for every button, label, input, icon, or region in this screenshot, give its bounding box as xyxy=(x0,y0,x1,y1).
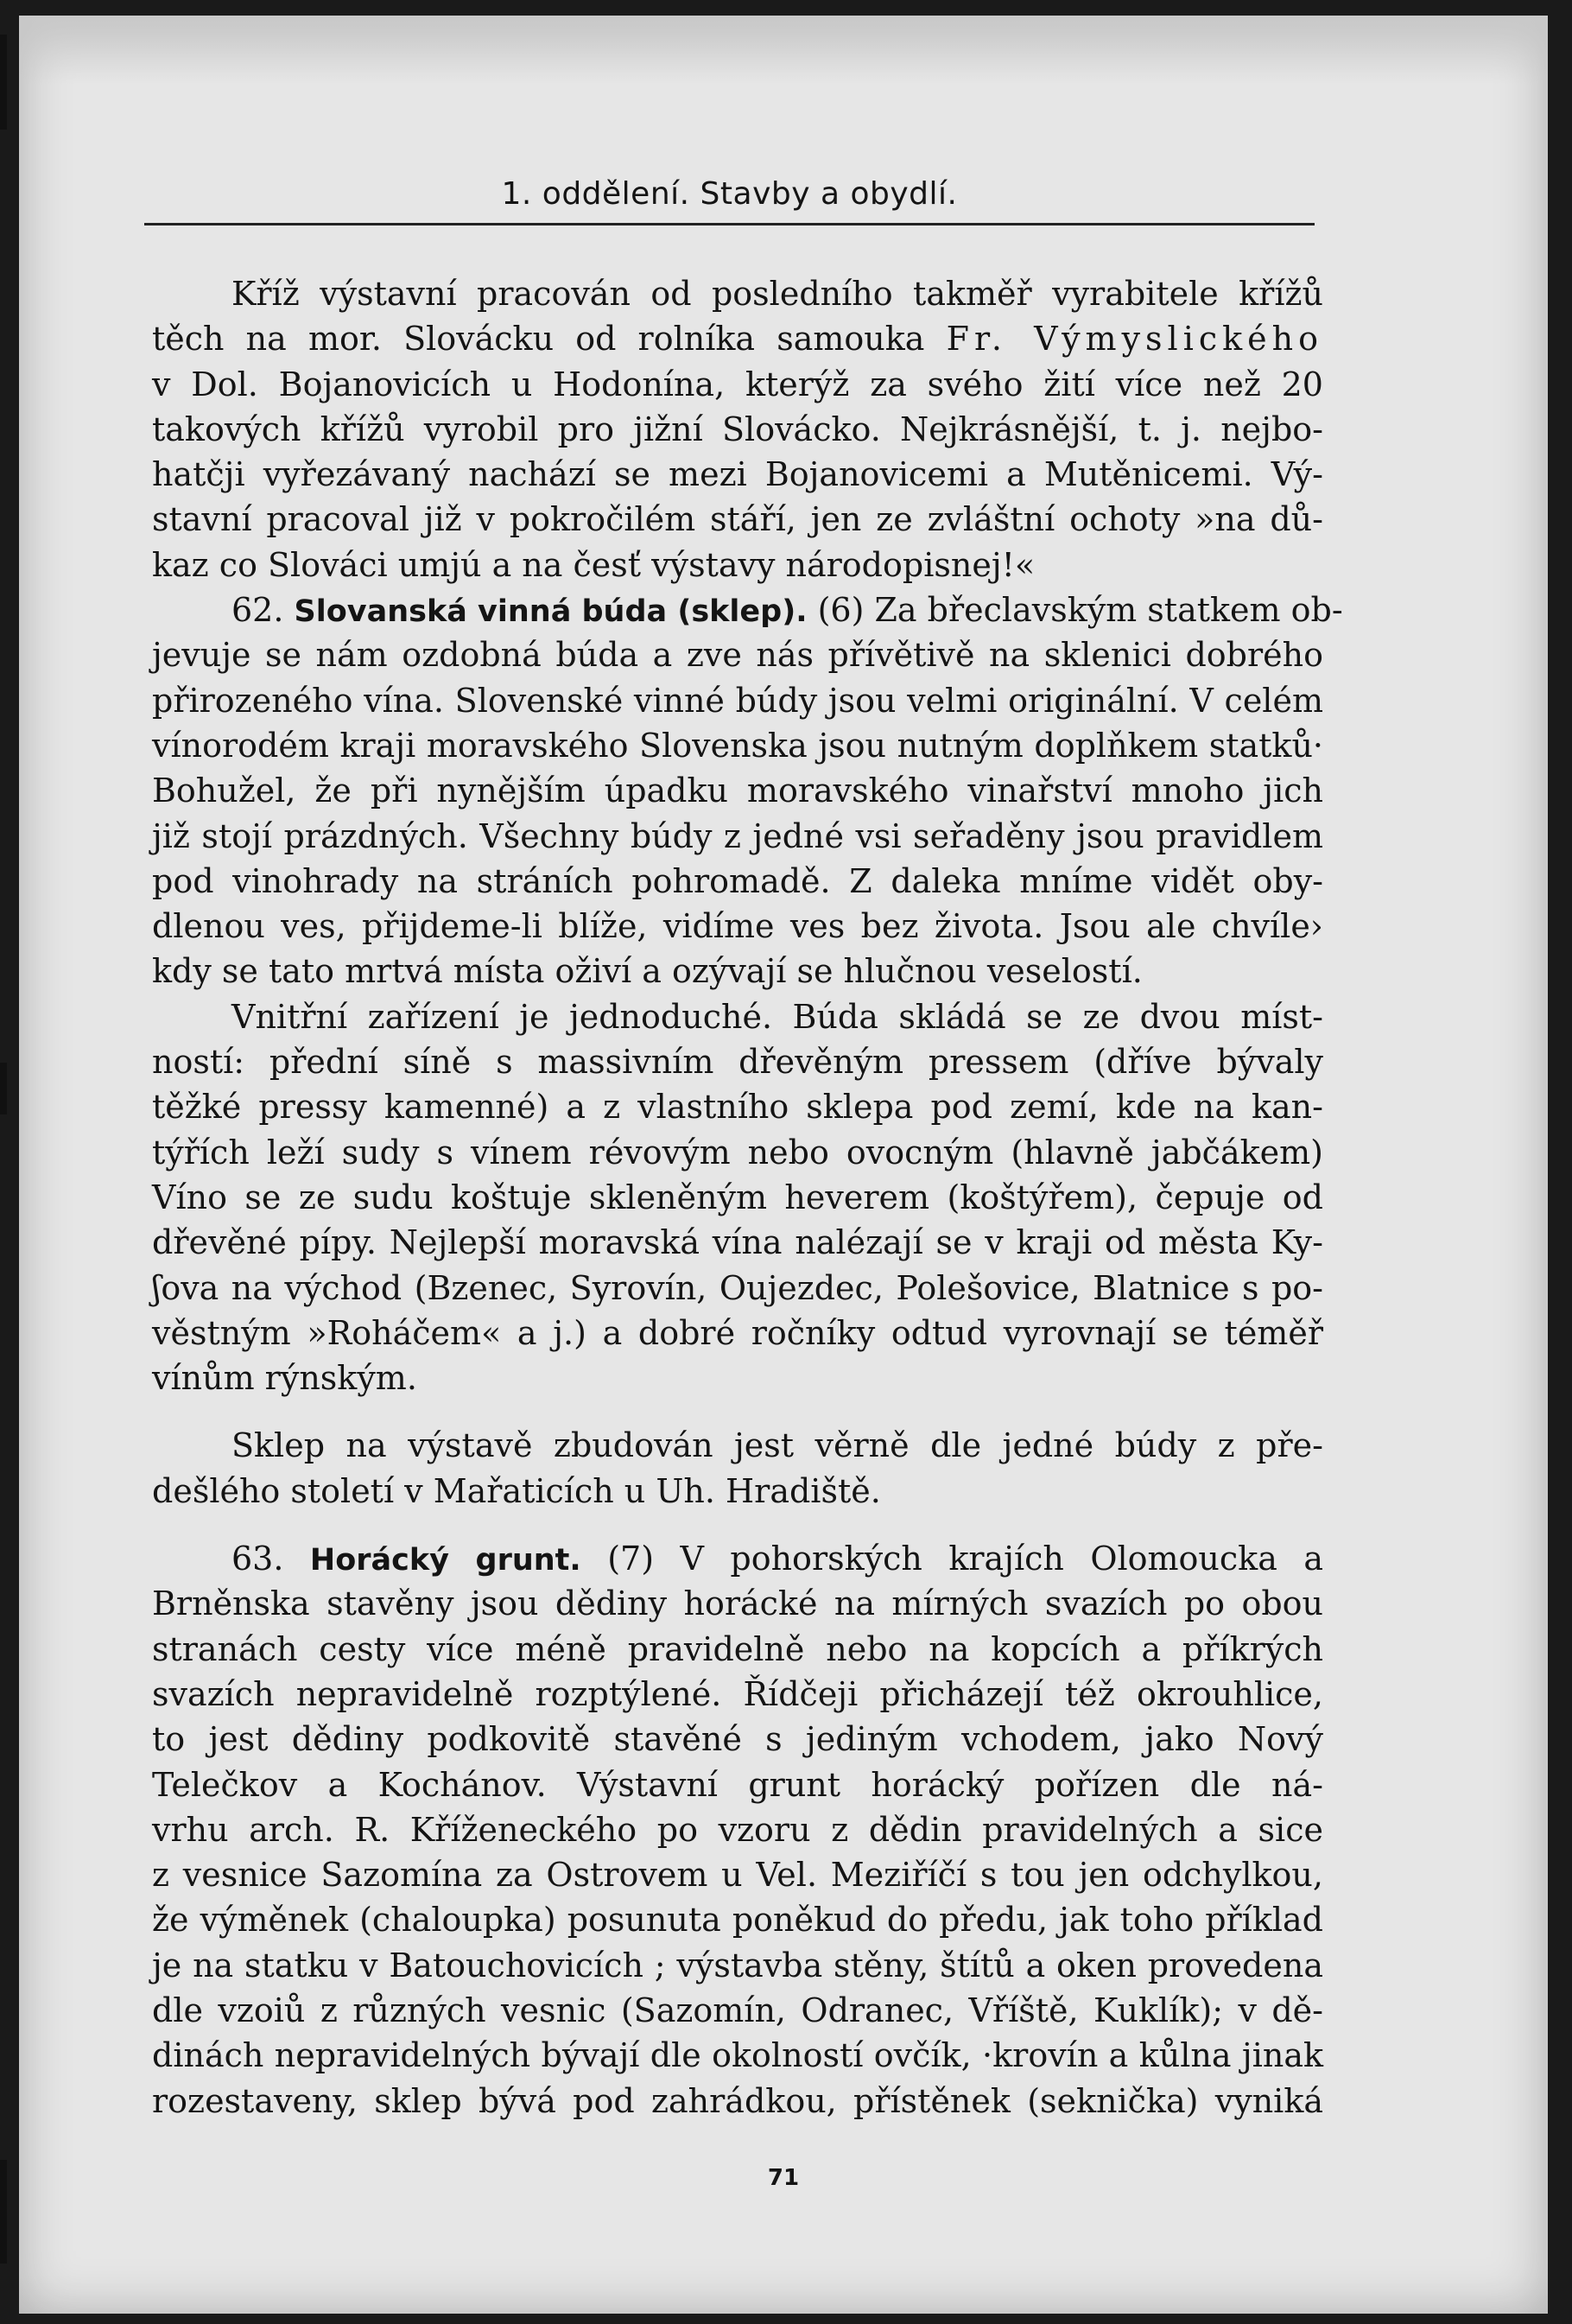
paragraph-cellar-exhibit xyxy=(152,1423,1323,1514)
body-text xyxy=(152,271,1343,2124)
text-line: kdy se tato mrtvá místa oživí a ozývají se hlučnou veselostí. xyxy=(152,952,1143,991)
text-line: dřevěné pípy. Nejlepší moravská vína nalézají se v kraji od města Ky- xyxy=(152,1223,1323,1262)
section-heading: Slovanská vinná búda (sklep). xyxy=(294,594,808,630)
text-line: Víno se ze sudu koštuje skleněným heverem (koštýřem), čepuje od xyxy=(152,1178,1323,1216)
text-line: Sklep na výstavě zbudován jest věrně dle jedné búdy z pře- xyxy=(231,1426,1323,1465)
text-line: vrhu arch. R. Kříženeckého po vzoru z dědin pravidelných a sice xyxy=(152,1810,1323,1849)
text-line: kaz co Slováci umjú a na česť výstavy národopisnej!« xyxy=(152,545,1036,584)
text-line: takových křížů vyrobil pro jižní Slovácko. Nejkrásnější, t. j. nejbo- xyxy=(152,410,1323,448)
text-line: přirozeného vína. Slovenské vinné búdy jsou velmi originální. V celém xyxy=(152,681,1323,720)
header-rule xyxy=(144,223,1315,225)
paragraph-wine-cellar xyxy=(152,587,1343,994)
text-line: jevuje se nám ozdobná búda a zve nás přívětivě na sklenici dobrého xyxy=(152,636,1323,675)
page-number: 71 xyxy=(767,2165,800,2191)
text-line: vínům rýnským. xyxy=(152,1359,417,1398)
book-page xyxy=(19,16,1548,2314)
paragraph-cross xyxy=(152,271,1323,587)
paragraph-gap xyxy=(152,1514,1323,1536)
text-line: Brněnska stavěny jsou dědiny horácké na mírných svazích po obou xyxy=(152,1584,1323,1623)
text-line: těch na mor. Slovácku od rolníka samouka Fr. Výmyslického xyxy=(152,320,1323,359)
paragraph-highland-farm xyxy=(152,1536,1323,2124)
text-line: z vesnice Sazomína za Ostrovem u Vel. Meziříčí s tou jen odchylkou, xyxy=(152,1856,1323,1895)
text-line: ʃova na východ (Bzenec, Syrovín, Oujezdec, Polešovice, Blatnice s po- xyxy=(152,1268,1323,1307)
text-line: rozestaveny, sklep bývá pod zahrádkou, přístěnek (seknička) vyniká xyxy=(152,2081,1323,2120)
spaced-name: Fr. Výmyslického xyxy=(946,320,1323,359)
paragraph-interior xyxy=(152,994,1323,1401)
section-number: 62. xyxy=(231,591,284,630)
section-number: 63. xyxy=(231,1540,284,1578)
text-line: ností: přední síně s massivním dřevěným pressem (dříve bývaly xyxy=(152,1043,1323,1082)
text-line: je na statku v Batouchovicích ; výstavba stěny, štítů a oken provedena xyxy=(152,1946,1323,1984)
text-line: stranách cesty více méně pravidelně nebo na kopcích a příkrých xyxy=(152,1629,1323,1668)
text-line: hatčji vyřezávaný nachází se mezi Bojanovicemi a Mutěnicemi. Vý- xyxy=(152,455,1323,494)
text-line: již stojí prázdných. Všechny búdy z jedné vsi seřaděny jsou pravidlem xyxy=(152,816,1323,855)
binding-edge-mark xyxy=(0,35,7,130)
text-line: svazích nepravidelně rozptýlené. Řídčeji přicházejí též okrouhlice, xyxy=(152,1674,1323,1713)
text-line: dle vzoiů z různých vesnic (Sazomín, Odranec, Vříště, Kuklík); v dě- xyxy=(152,1991,1323,2029)
text-line: dlenou ves, přijdeme-li blíže, vidíme ves bez života. Jsou ale chvíle› xyxy=(152,907,1323,946)
text-line: Vnitřní zařízení je jednoduché. Búda skládá se ze dvou míst- xyxy=(231,997,1323,1036)
text-line: to jest dědiny podkovitě stavěné s jediným vchodem, jako Nový xyxy=(152,1720,1323,1759)
text-line: v Dol. Bojanovicích u Hodonína, kterýž za svého žití více než 20 xyxy=(152,365,1323,403)
section-heading: Horácký grunt. xyxy=(309,1543,581,1578)
text-line: vínorodém kraji moravského Slovenska jsou nutným doplňkem statků· xyxy=(152,726,1323,765)
text-line: 63. Horácký grunt. (7) V pohorských krajích Olomoucka a xyxy=(231,1540,1323,1578)
text-line: týřích leží sudy s vínem révovým nebo ovocným (hlavně jabčákem) xyxy=(152,1133,1323,1172)
text-line: že výměnek (chaloupka) posunuta poněkud do předu, jak toho příklad xyxy=(152,1901,1323,1940)
text-line: 62. Slovanská vinná búda (sklep). (6) Za břeclavským statkem ob- xyxy=(231,591,1343,630)
text-line: dešlého století v Mařaticích u Uh. Hradiště. xyxy=(152,1471,881,1510)
binding-edge-mark xyxy=(0,2160,7,2264)
text-line: Telečkov a Kochánov. Výstavní grunt horácký pořízen dle ná- xyxy=(152,1765,1323,1804)
binding-edge-mark xyxy=(0,1063,7,1114)
paragraph-gap xyxy=(152,1400,1323,1423)
text-line: dinách nepravidelných bývají dle okolností ovčík, ·krovín a kůlna jinak xyxy=(152,2036,1323,2075)
text-line: těžké pressy kamenné) a z vlastního sklepa pod zemí, kde na kan- xyxy=(152,1088,1323,1127)
text-line: stavní pracoval již v pokročilém stáří, jen ze zvláštní ochoty »na dů- xyxy=(152,500,1323,539)
page-header: 1. oddělení. Stavby a obydlí. xyxy=(501,176,958,212)
text-line: věstným »Roháčem« a j.) a dobré ročníky odtud vyrovnají se téměř xyxy=(152,1313,1323,1352)
text-line: Kříž výstavní pracován od posledního takměř vyrabitele křížů xyxy=(231,275,1323,313)
text-line: Bohužel, že při nynějším úpadku moravského vinařství mnoho jich xyxy=(152,771,1323,810)
text-line: pod vinohrady na stráních pohromadě. Z daleka mníme vidět oby- xyxy=(152,861,1323,900)
